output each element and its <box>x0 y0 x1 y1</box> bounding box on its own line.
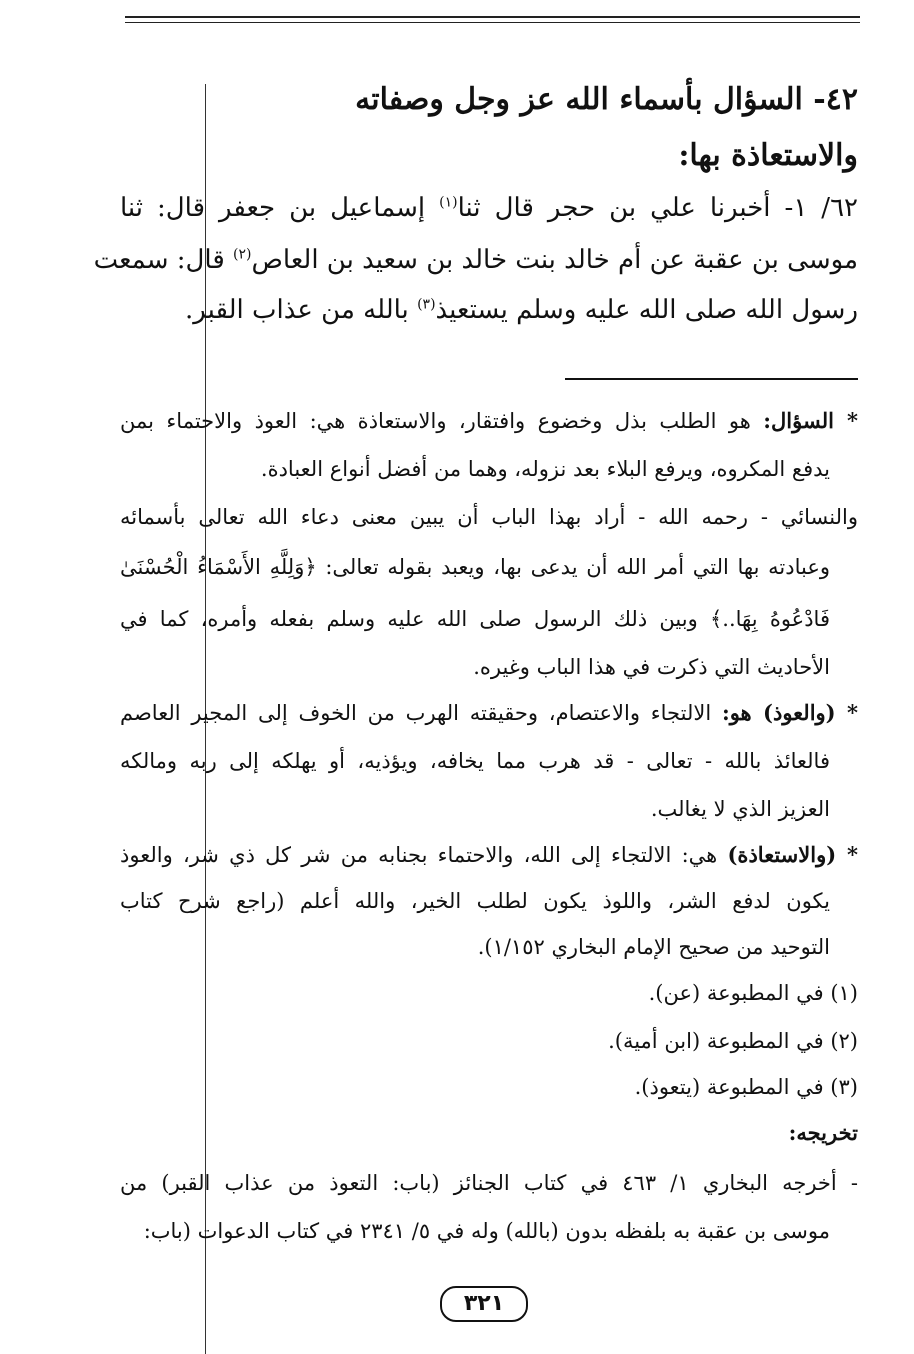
takhrij-heading: تخريجه: <box>788 1120 858 1145</box>
hadith-line-2: موسى بن عقبة عن أم خالد بنت خالد بن سعيد بن العاص$^{(٢)}$ قال: سمعت <box>93 245 858 275</box>
takhrij-line-2: موسى بن عقبة به بلفظه بدون (بالله) وله في ٥/ ٢٣٤١ في كتاب الدعوات (باب: <box>143 1219 830 1243</box>
note-awdh-line-3: العزيز الذي لا يغالب. <box>650 797 830 821</box>
note-istiadha-line-2: يكون لدفع الشر، واللوذ يكون لطلب الخير، والله أعلم (راجع شرح كتاب <box>120 889 830 913</box>
note-nasai-line-4: الأحاديث التي ذكرت في هذا الباب وغيره. <box>473 655 830 679</box>
footnote-1: (١) في المطبوعة (عن). <box>648 981 858 1005</box>
note-label: * (والعوذ) هو: <box>721 700 859 725</box>
note-istiadha-line-3: التوحيد من صحيح الإمام البخاري ١/١٥٢). <box>477 935 830 959</box>
note-awdh-line-2: فالعائذ بالله - تعالى - قد هرب مما يخافه، ويؤذيه، أو يهلكه إلى ربه ومالكه <box>120 749 830 773</box>
note-nasai-line-1: والنسائي - رحمه الله - أراد بهذا الباب أن يبين معنى دعاء الله تعالى بأسمائه <box>120 505 858 529</box>
footnote-3: (٣) في المطبوعة (يتعوذ). <box>634 1075 858 1099</box>
note-label: * السؤال: <box>763 408 858 433</box>
note-su-al-line-1: * السؤال: هو الطلب بذل وخضوع وافتقار، والاستعاذة هي: العوذ والاحتماء بمن <box>120 408 858 433</box>
takhrij-line-1: - أخرجه البخاري ١/ ٤٦٣ في كتاب الجنائز (باب: التعوذ من عذاب القبر) من <box>120 1171 858 1195</box>
top-border-rule-thin <box>125 22 860 23</box>
footnote-2: (٢) في المطبوعة (ابن أمية). <box>608 1029 858 1053</box>
footnote-ref-1: (١) <box>439 194 458 211</box>
top-border-rule <box>125 16 860 18</box>
footnote-ref-3: (٣) <box>417 296 436 313</box>
note-istiadha-line-1: * (والاستعاذة) هي: الالتجاء إلى الله، والاحتماء بجنابه من شر كل ذي شر، والعوذ <box>120 842 858 867</box>
hadith-line-3: رسول الله صلى الله عليه وسلم يستعيذ$^{(٣)}$ بالله من عذاب القبر. <box>185 295 858 325</box>
footnote-ref-2: (٢) <box>233 246 252 263</box>
chapter-heading-cont: والاستعاذة بها: <box>678 138 858 173</box>
chapter-heading: ٤٢- السؤال بأسماء الله عز وجل وصفاته <box>355 82 858 117</box>
note-awdh-line-1: * (والعوذ) هو: الالتجاء والاعتصام، وحقيقته الهرب من الخوف إلى المجير العاصم <box>120 700 859 725</box>
footnote-separator <box>565 378 858 380</box>
hadith-line-1: ٦٢/ ١- أخبرنا علي بن حجر قال ثنا$^{(١)}$ إسماعيل بن جعفر قال: ثنا <box>120 193 858 223</box>
note-nasai-line-3: فَادْعُوهُ بِهَا..﴾ وبين ذلك الرسول صلى الله عليه وسلم بفعله وأمره، كما في <box>120 607 830 631</box>
note-label: * (والاستعاذة) <box>727 842 858 867</box>
note-nasai-line-2: وعبادته بها التي أمر الله أن يدعى بها، ويعبد بقوله تعالى: ﴿وَلِلَّهِ الأَسْمَاءُ الْحُسْنَىٰ <box>120 555 830 579</box>
page-number: ٣٢١ <box>440 1286 528 1322</box>
note-su-al-line-2: يدفع المكروه، ويرفع البلاء بعد نزوله، وهما من أفضل أنواع العبادة. <box>260 457 830 481</box>
